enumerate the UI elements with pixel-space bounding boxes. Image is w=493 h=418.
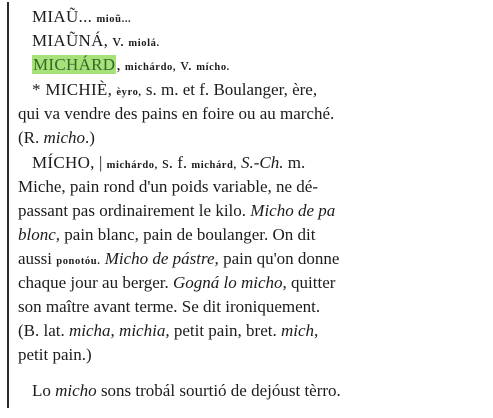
entry-michie-line3 (18, 128, 95, 148)
grammar-label-2: m. (287, 153, 306, 172)
etymology-text: (B. lat. (18, 321, 65, 340)
example-phrase: Micho de pástre, (104, 249, 219, 268)
headword-sep: , (116, 55, 121, 74)
entry-micho-line6 (18, 273, 335, 293)
ref-miola: miolá. (128, 38, 160, 49)
headword-miau: MIAŨ... (32, 7, 93, 26)
etymology-word: micha (69, 321, 111, 340)
entry-micho-line3 (18, 201, 335, 221)
variant-michardo: michárdo, (124, 62, 177, 73)
region-label: S.-Ch. (240, 153, 284, 172)
example-word: micho (55, 381, 97, 400)
entry-micho-line4 (18, 225, 315, 245)
etymology-line: petit pain.) (18, 345, 92, 364)
etymology-word: michia, (119, 321, 170, 340)
ref-micho: mícho. (196, 62, 230, 73)
entry-micho-line9 (18, 345, 92, 365)
ref-word: micho (43, 128, 86, 147)
entry-michard (32, 55, 230, 78)
headword-micho: MÍCHO, (32, 153, 95, 172)
example-phrase: Micho de pa (250, 201, 336, 220)
grammar-label: s. m. et f. (145, 80, 210, 99)
example-text: Lo (32, 381, 51, 400)
definition-line: son maître avant terme. Se dit ironiquement. (18, 297, 321, 316)
variant-michardo: michárdo, (106, 160, 158, 171)
definition-text: aussi (18, 249, 52, 268)
definition-line: passant pas ordinairement le kilo. (18, 201, 247, 220)
margin-rule (7, 2, 9, 408)
definition-line: Miche, pain rond d'un poids variable, ne dé- (18, 177, 319, 196)
variant-ponotou: ponotóu. (56, 256, 101, 267)
definition-part2: qui va vendre des pains en foire ou au marché. (18, 104, 335, 123)
definition-text: chaque jour au berger. (18, 273, 169, 292)
entry-miauna (32, 31, 160, 54)
variant-michard: michárd, (191, 160, 237, 171)
definition-text: pain qu'on donne (223, 249, 340, 268)
etymology-sep: , (110, 321, 115, 340)
headword-michie: * MICHIÈ, (32, 80, 113, 99)
entry-micho-line1 (32, 153, 305, 176)
variant-miou: miοũ... (96, 14, 132, 25)
definition-text: quitter (291, 273, 336, 292)
grammar-label: s. f. (162, 153, 188, 172)
definition-line: pain blanc, pain de boulanger. On dit (64, 225, 316, 244)
see-label: v. (180, 55, 192, 74)
example-phrase: blonc, (18, 225, 61, 244)
definition-part1: Boulanger, ère, (213, 80, 318, 99)
variant-eyro: èyro, (116, 87, 142, 98)
ref-close: .) (85, 128, 95, 147)
headword-miauna: MIAŨNÁ, (32, 31, 109, 50)
bar-mark: | (98, 153, 103, 172)
etymology-text: petit pain, bret. (173, 321, 277, 340)
entry-michie-line1 (32, 80, 317, 103)
headword-michard-highlighted: MICHÁRD (33, 55, 116, 74)
entry-micho-line5 (18, 249, 339, 272)
entry-micho-line7 (18, 297, 320, 317)
entry-miau (32, 7, 131, 30)
example-sentence (32, 381, 341, 401)
entry-michie-line2 (18, 104, 334, 124)
entry-micho-line8 (18, 321, 318, 341)
etymology-word: mich, (281, 321, 319, 340)
see-label: v. (112, 31, 125, 50)
entry-micho-line2 (18, 177, 318, 197)
example-phrase: Gogná lo micho, (172, 273, 287, 292)
ref-open: (R. (18, 128, 40, 147)
example-text: sons trobál sourtió de dejóust tèrro. (100, 381, 341, 400)
